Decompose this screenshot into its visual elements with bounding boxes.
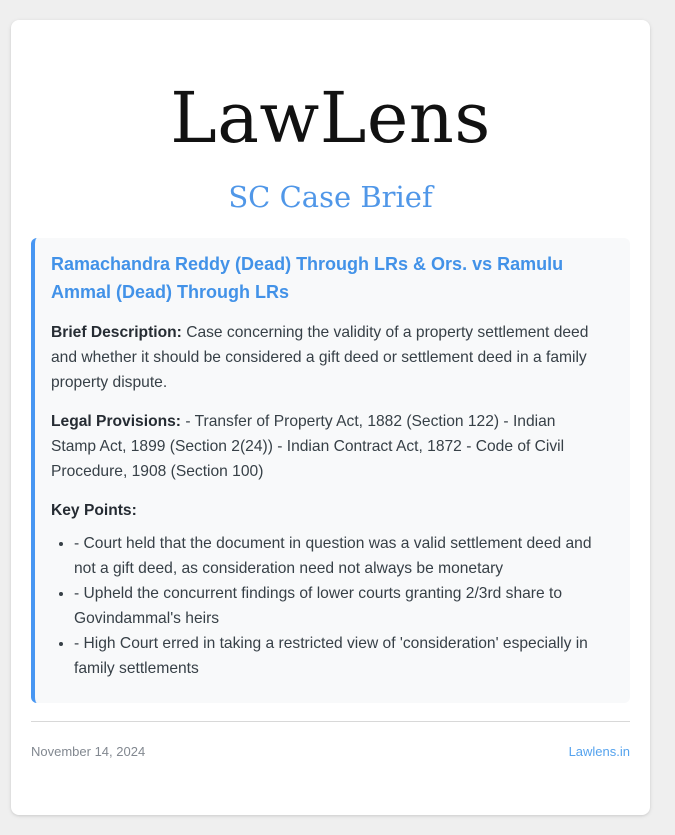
footer-date: November 14, 2024 (31, 744, 146, 760)
brief-description-paragraph (51, 321, 600, 396)
legal-provisions-label: Legal Provisions: (51, 413, 181, 431)
brief-description-text: Case concerning the validity of a property settlement deed and whether it should be considered a gift deed or settlement deed in a family property dispute. (51, 324, 589, 392)
brief-description-label: Brief Description: (51, 324, 182, 342)
legal-provisions-paragraph (51, 410, 600, 485)
key-point-item: • - Court held that the document in question was a valid settlement deed and not a gift deed, as consideration need not always be monetary (74, 532, 600, 582)
key-points-heading (51, 499, 600, 524)
footer-divider (31, 721, 630, 722)
brand-title: LawLens (170, 77, 491, 159)
content-card (11, 20, 650, 815)
page-subtitle: SC Case Brief (228, 180, 433, 214)
legal-provisions-text: - Transfer of Property Act, 1882 (Section 122) - Indian Stamp Act, 1899 (Section 2(24)) - Indian Contract Act, 1872 - Code of Civil Procedure, 1908 (Section 100) (51, 413, 565, 480)
footer (31, 744, 630, 759)
case-brief-panel (31, 238, 630, 704)
key-points-label: Key Points: (51, 501, 137, 519)
key-points-list (51, 532, 600, 682)
key-point-item: • - High Court erred in taking a restricted view of 'consideration' especially in family settlements (74, 632, 600, 682)
site-link[interactable]: Lawlens.in (568, 744, 630, 760)
case-title: Ramachandra Reddy (Dead) Through LRs & Ors. vs Ramulu Ammal (Dead) Through LRs (51, 253, 564, 303)
key-point-item: • - Upheld the concurrent findings of lower courts granting 2/3rd share to Govindammal's heirs (74, 582, 600, 632)
